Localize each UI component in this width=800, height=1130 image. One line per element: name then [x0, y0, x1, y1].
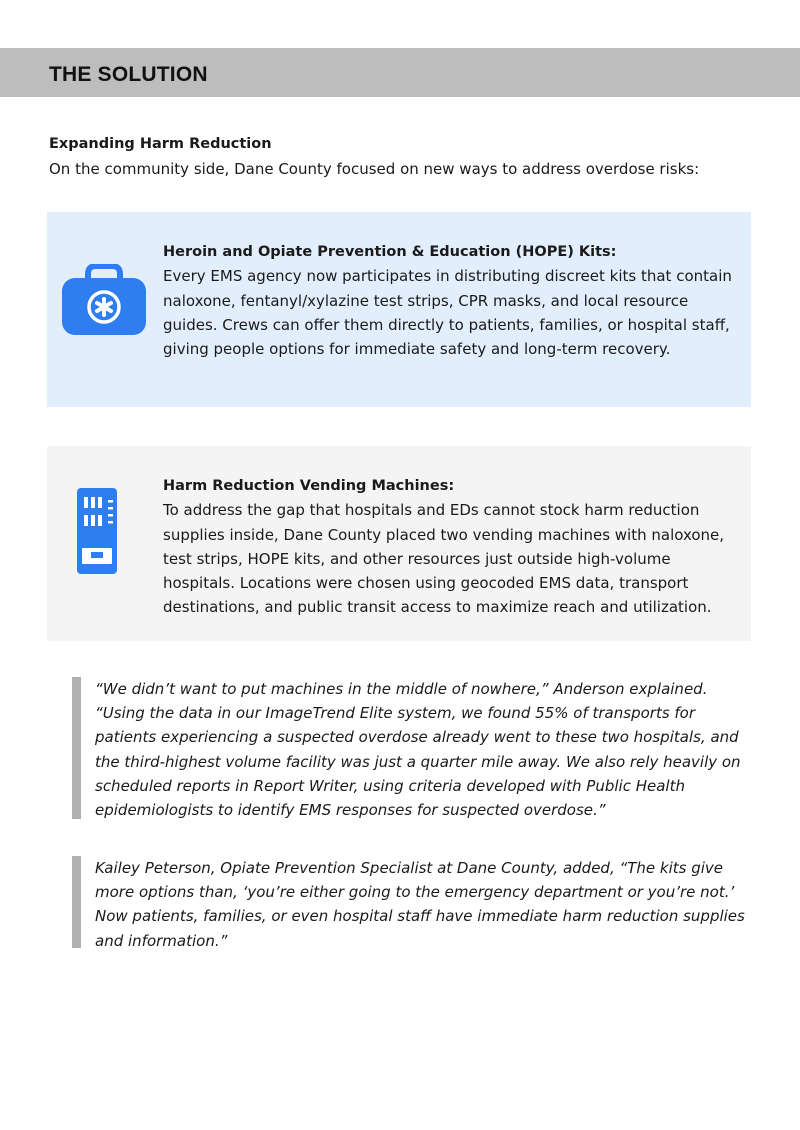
card-title: Harm Reduction Vending Machines: — [163, 478, 455, 494]
page-title: THE SOLUTION — [49, 63, 208, 86]
quote-bar — [72, 856, 81, 948]
vending-machines-card — [47, 446, 751, 641]
hope-kits-card — [47, 212, 751, 407]
vending-machine-icon — [77, 488, 117, 574]
card-body: To address the gap that hospitals and EDs cannot stock harm reduction supplies inside, Dane County placed two vending machines with naloxone, test strips, HOPE kits, and other resources just outside high-volume hospitals. Locations were chosen using geocoded EMS data, transport destinations, and public transit access to maximize reach and utilization. — [163, 501, 725, 617]
section-heading: Expanding Harm Reduction — [49, 136, 272, 152]
card-title: Heroin and Opiate Prevention & Education (HOPE) Kits: — [163, 244, 617, 260]
section-intro: On the community side, Dane County focused on new ways to address overdose risks: — [49, 160, 700, 178]
quote-bar — [72, 677, 81, 819]
medical-bag-icon — [61, 264, 147, 336]
quote-text: “We didn’t want to put machines in the middle of nowhere,” Anderson explained. “Using the data in our ImageTrend Elite system, we found 55% of transports for patients experiencing a suspected overdose already went to these two hospitals, and the third-highest volume facility was just a quarter mile away. We also rely heavily on scheduled reports in Report Writer, using criteria developed with Public Health epidemiologists to identify EMS responses for suspected overdose.” — [95, 680, 741, 820]
card-body: Every EMS agency now participates in distributing discreet kits that contain naloxone, fentanyl/xylazine test strips, CPR masks, and local resource guides. Crews can offer them directly to patients, families, or hospital staff, giving people options for immediate safety and long-term recovery. — [163, 267, 732, 359]
peterson-quote — [72, 856, 752, 948]
hope-kits-text — [163, 240, 733, 361]
quote-text: Kailey Peterson, Opiate Prevention Specialist at Dane County, added, “The kits give more options than, ‘you’re either going to the emergency department or you’re not.’ Now patients, families, or even hospital staff have immediate harm reduction supplies and information.” — [95, 859, 745, 950]
vending-machines-text — [163, 474, 733, 620]
anderson-quote — [72, 677, 752, 820]
